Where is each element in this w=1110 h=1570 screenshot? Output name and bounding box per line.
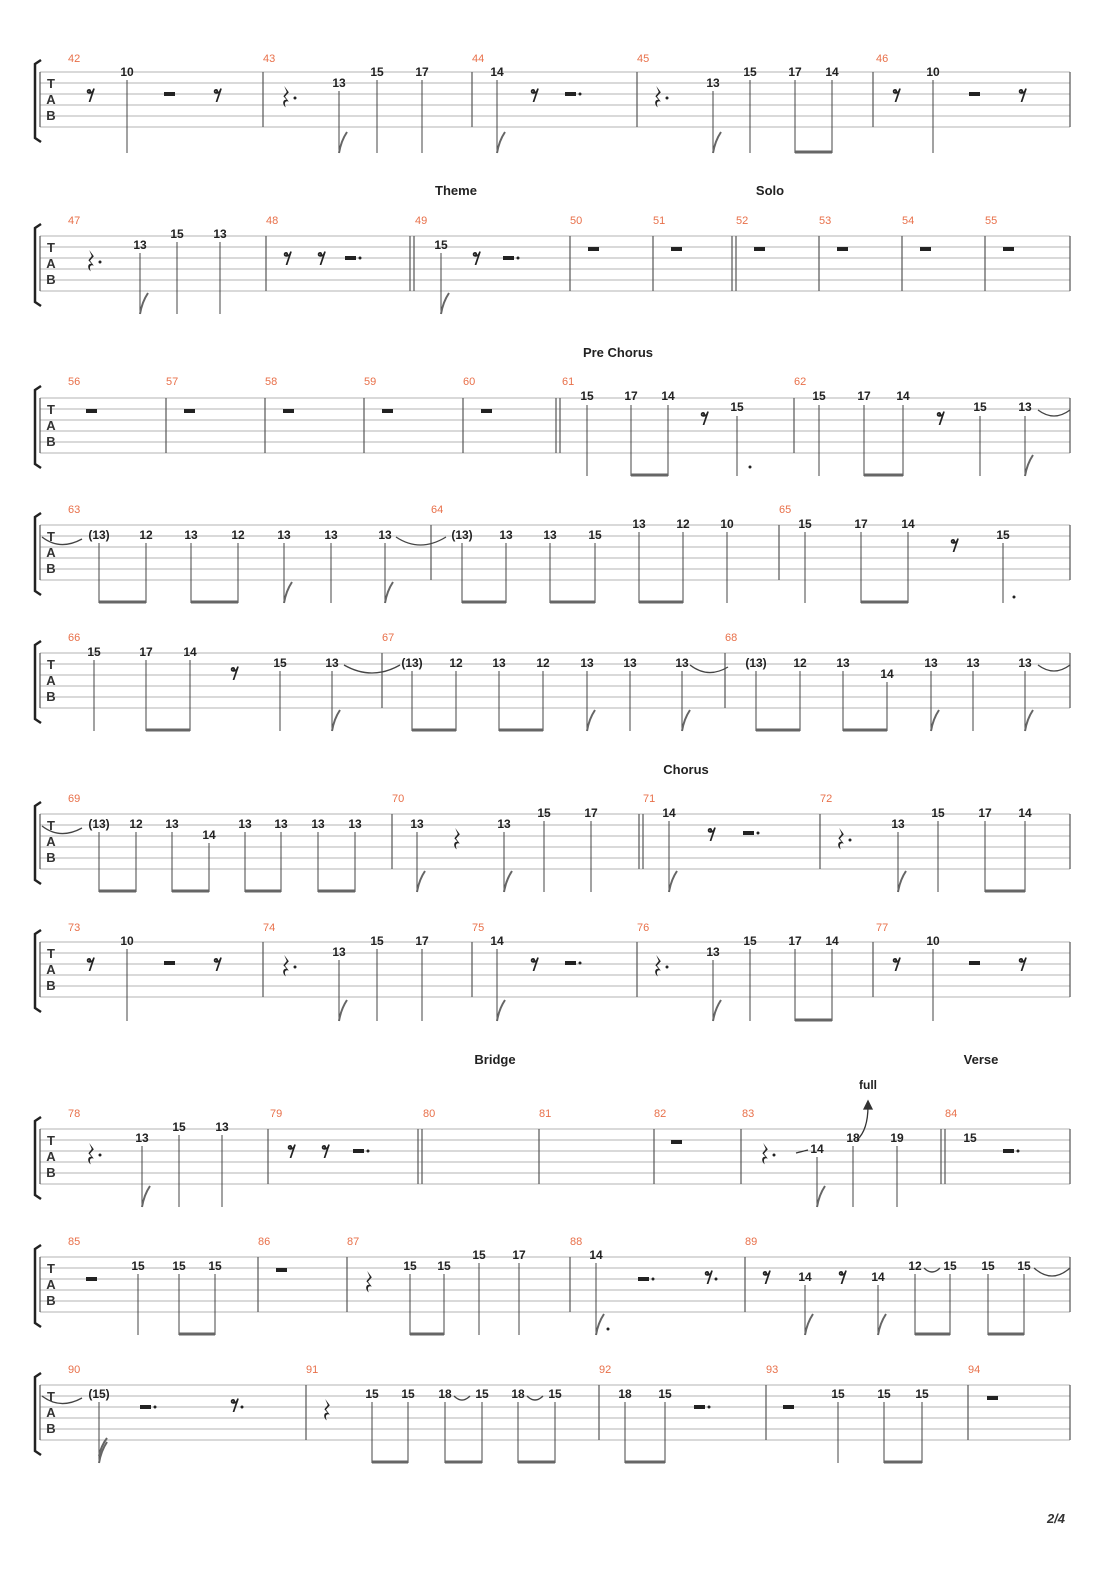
fret-number: 17 (854, 517, 868, 531)
measure-number: 79 (270, 1108, 283, 1120)
fret-number: 13 (580, 656, 594, 670)
stems (99, 821, 1025, 892)
svg-text:T: T (47, 240, 55, 255)
measure-number: 58 (265, 376, 278, 388)
svg-text:B: B (46, 434, 56, 449)
fret-number: (13) (88, 817, 110, 831)
fret-number: 14 (901, 517, 915, 531)
fret-number: 14 (661, 389, 675, 403)
measure-number: 45 (637, 53, 650, 65)
fret-number: 14 (825, 934, 839, 948)
barlines (40, 653, 1070, 708)
fret-number: 15 (273, 656, 287, 670)
system-6 (35, 762, 1070, 892)
stems (99, 1402, 922, 1463)
beams-flags (99, 1438, 922, 1463)
measure-number: 83 (742, 1108, 755, 1120)
fret-number: 13 (277, 528, 291, 542)
fret-number: 13 (497, 817, 511, 831)
fret-number: 18 (618, 1387, 632, 1401)
svg-text:A: A (46, 418, 56, 433)
fret-number: (15) (88, 1387, 110, 1401)
fret-number: 17 (788, 934, 802, 948)
staff-lines (40, 1129, 1070, 1184)
measure-numbers (68, 504, 791, 516)
rests (232, 667, 238, 679)
fret-number: 17 (788, 65, 802, 79)
fret-number: 13 (184, 528, 198, 542)
fret-number: 13 (135, 1131, 149, 1145)
rests (86, 409, 944, 469)
measure-number: 49 (415, 215, 428, 227)
fret-number: 13 (133, 238, 147, 252)
fret-number: 14 (825, 65, 839, 79)
staff-lines (40, 72, 1070, 127)
fret-number: 12 (231, 528, 245, 542)
fret-number: 15 (472, 1248, 486, 1262)
fret-number: 13 (492, 656, 506, 670)
measure-number: 90 (68, 1364, 81, 1376)
fret-number: 13 (966, 656, 980, 670)
system-7 (35, 922, 1070, 1021)
measure-number: 81 (539, 1108, 552, 1120)
fret-number: 13 (238, 817, 252, 831)
stems (142, 1135, 897, 1207)
svg-text:A: A (46, 1149, 56, 1164)
tab-clef (46, 1261, 56, 1308)
measure-number: 70 (392, 793, 405, 805)
measure-number: 53 (819, 215, 832, 227)
svg-text:A: A (46, 834, 56, 849)
svg-text:B: B (46, 1293, 56, 1308)
measure-number: 73 (68, 922, 81, 934)
fret-number: 15 (172, 1259, 186, 1273)
fret-number: 15 (915, 1387, 929, 1401)
measure-number: 63 (68, 504, 81, 516)
system-8 (35, 1052, 1070, 1207)
fret-number: 14 (589, 1248, 603, 1262)
rests (88, 247, 1014, 271)
fret-number: 10 (120, 65, 134, 79)
fret-number: 15 (87, 645, 101, 659)
fret-number: (13) (401, 656, 423, 670)
tab-clef (46, 402, 56, 449)
fret-numbers (580, 389, 1032, 414)
svg-text:B: B (46, 1421, 56, 1436)
system-5 (35, 632, 1070, 731)
measure-numbers (68, 1236, 757, 1248)
fret-number: 15 (401, 1387, 415, 1401)
fret-number: 17 (139, 645, 153, 659)
measure-number: 57 (166, 376, 179, 388)
beams-flags (99, 871, 1025, 892)
fret-number: 15 (943, 1259, 957, 1273)
fret-number: 13 (332, 945, 346, 959)
system-2 (35, 183, 1070, 314)
fret-number: 15 (730, 400, 744, 414)
fret-number: 13 (1018, 400, 1032, 414)
svg-text:T: T (47, 657, 55, 672)
measure-number: 42 (68, 53, 81, 65)
svg-text:B: B (46, 978, 56, 993)
tab-clef (46, 946, 56, 993)
fret-number: 14 (798, 1270, 812, 1284)
beams-flags (142, 1186, 825, 1207)
fret-number: 17 (415, 934, 429, 948)
rests (88, 1140, 1019, 1164)
barlines (40, 1129, 1070, 1184)
stems (127, 949, 933, 1021)
ties (42, 1396, 543, 1404)
measure-number: 62 (794, 376, 807, 388)
measure-number: 75 (472, 922, 485, 934)
beams-flags (179, 1314, 1024, 1335)
tab-clef (46, 1389, 56, 1436)
fret-number: 15 (403, 1259, 417, 1273)
fret-number: 14 (880, 667, 894, 681)
measure-number: 55 (985, 215, 998, 227)
fret-number: 13 (499, 528, 513, 542)
measure-number: 56 (68, 376, 81, 388)
fret-number: 12 (129, 817, 143, 831)
beams-flags (140, 293, 449, 314)
fret-number: 15 (973, 400, 987, 414)
fret-number: 10 (926, 934, 940, 948)
tab-clef (46, 818, 56, 865)
fret-number: 19 (890, 1131, 904, 1145)
fret-number: 15 (548, 1387, 562, 1401)
fret-number: 15 (963, 1131, 977, 1145)
svg-text:B: B (46, 108, 56, 123)
svg-text:T: T (47, 529, 55, 544)
svg-text:T: T (47, 1133, 55, 1148)
rests (454, 828, 851, 849)
fret-number: 13 (543, 528, 557, 542)
fret-numbers (88, 806, 1032, 842)
system-1 (35, 53, 1070, 153)
beams-flags (631, 455, 1033, 476)
fret-number: 15 (1017, 1259, 1031, 1273)
svg-text:B: B (46, 689, 56, 704)
svg-text:B: B (46, 850, 56, 865)
section-label-chorus: Chorus (663, 762, 709, 777)
fret-number: 15 (170, 227, 184, 241)
measure-number: 60 (463, 376, 476, 388)
barlines (40, 398, 1070, 453)
measure-number: 47 (68, 215, 81, 227)
fret-numbers (133, 227, 448, 252)
measure-number: 77 (876, 922, 889, 934)
fret-number: 17 (857, 389, 871, 403)
ties (1038, 410, 1070, 416)
measure-number: 74 (263, 922, 276, 934)
fret-number: 13 (632, 517, 646, 531)
measure-number: 88 (570, 1236, 583, 1248)
fret-number: 14 (202, 828, 216, 842)
fret-number: 12 (536, 656, 550, 670)
fret-number: 13 (348, 817, 362, 831)
page-number: 2/4 (1046, 1511, 1066, 1526)
fret-number: 14 (662, 806, 676, 820)
fret-number: 13 (706, 76, 720, 90)
fret-number: (13) (451, 528, 473, 542)
tab-clef (46, 529, 56, 576)
fret-number: 14 (896, 389, 910, 403)
svg-text:A: A (46, 1405, 56, 1420)
fret-number: 15 (798, 517, 812, 531)
tab-clef (46, 240, 56, 287)
measure-number: 50 (570, 215, 583, 227)
fret-number: 17 (624, 389, 638, 403)
measure-number: 43 (263, 53, 276, 65)
measure-number: 48 (266, 215, 279, 227)
fret-number: 17 (415, 65, 429, 79)
fret-number: 15 (658, 1387, 672, 1401)
system-10 (35, 1364, 1070, 1463)
fret-number: 13 (165, 817, 179, 831)
fret-number: 17 (512, 1248, 526, 1262)
system-4 (35, 504, 1070, 603)
fret-number: 13 (378, 528, 392, 542)
measure-number: 94 (968, 1364, 981, 1376)
fret-number: 15 (580, 389, 594, 403)
fret-number: (13) (88, 528, 110, 542)
measure-number: 54 (902, 215, 915, 227)
svg-text:T: T (47, 1261, 55, 1276)
bend-label: full (859, 1078, 877, 1092)
measure-number: 64 (431, 504, 444, 516)
fret-number: 13 (311, 817, 325, 831)
fret-number: 18 (511, 1387, 525, 1401)
staff-lines (40, 814, 1070, 869)
measure-numbers (68, 1108, 957, 1120)
fret-number: (13) (745, 656, 767, 670)
fret-number: 18 (438, 1387, 452, 1401)
svg-text:A: A (46, 92, 56, 107)
fret-number: 13 (706, 945, 720, 959)
rests (88, 955, 1026, 976)
svg-text:A: A (46, 962, 56, 977)
fret-number: 13 (332, 76, 346, 90)
fret-number: 15 (831, 1387, 845, 1401)
fret-number: 13 (274, 817, 288, 831)
svg-text:B: B (46, 272, 56, 287)
system-3 (35, 345, 1070, 476)
beams-flags (339, 132, 832, 153)
fret-number: 10 (926, 65, 940, 79)
measure-number: 93 (766, 1364, 779, 1376)
fret-numbers (120, 934, 940, 959)
measure-number: 66 (68, 632, 81, 644)
fret-number: 10 (120, 934, 134, 948)
fret-number: 13 (325, 656, 339, 670)
fret-number: 12 (793, 656, 807, 670)
measure-number: 69 (68, 793, 81, 805)
measure-number: 71 (643, 793, 656, 805)
fret-number: 10 (720, 517, 734, 531)
fret-number: 13 (410, 817, 424, 831)
fret-number: 18 (846, 1131, 860, 1145)
fret-number: 12 (449, 656, 463, 670)
barlines (40, 814, 1070, 869)
svg-text:T: T (47, 402, 55, 417)
fret-number: 15 (131, 1259, 145, 1273)
measure-numbers (68, 53, 888, 65)
staff-lines (40, 236, 1070, 291)
measure-number: 86 (258, 1236, 271, 1248)
measure-numbers (68, 922, 888, 934)
staff-lines (40, 398, 1070, 453)
fret-number: 13 (891, 817, 905, 831)
measure-numbers (68, 1364, 980, 1376)
fret-number: 17 (584, 806, 598, 820)
fret-number: 13 (623, 656, 637, 670)
tab-clef (46, 657, 56, 704)
fret-numbers (120, 65, 940, 90)
measure-number: 89 (745, 1236, 758, 1248)
fret-number: 15 (365, 1387, 379, 1401)
fret-number: 13 (924, 656, 938, 670)
rests (140, 1396, 998, 1420)
svg-text:T: T (47, 1389, 55, 1404)
measure-number: 59 (364, 376, 377, 388)
measure-number: 67 (382, 632, 395, 644)
tab-clef (46, 1133, 56, 1180)
svg-text:A: A (46, 673, 56, 688)
measure-number: 72 (820, 793, 833, 805)
section-label-theme: Theme (435, 183, 477, 198)
fret-number: 13 (215, 1120, 229, 1134)
stems (99, 532, 1003, 603)
fret-number: 15 (434, 238, 448, 252)
fret-number: 12 (139, 528, 153, 542)
measure-numbers (68, 793, 832, 805)
fret-number: 12 (676, 517, 690, 531)
fret-number: 13 (675, 656, 689, 670)
rests (86, 1268, 846, 1331)
measure-numbers (68, 632, 737, 644)
staff-lines (40, 653, 1070, 708)
system-9 (35, 1236, 1070, 1335)
fret-number: 13 (836, 656, 850, 670)
fret-number: 15 (537, 806, 551, 820)
fret-number: 15 (743, 65, 757, 79)
measure-number: 52 (736, 215, 749, 227)
measure-number: 91 (306, 1364, 319, 1376)
fret-numbers (87, 645, 1032, 681)
svg-text:B: B (46, 1165, 56, 1180)
measure-numbers (68, 376, 806, 388)
measure-number: 84 (945, 1108, 958, 1120)
fret-number: 13 (324, 528, 338, 542)
bend-arrow (796, 1101, 872, 1153)
measure-number: 85 (68, 1236, 81, 1248)
measure-number: 82 (654, 1108, 667, 1120)
fret-numbers (88, 517, 1010, 542)
fret-number: 15 (743, 934, 757, 948)
barlines (40, 72, 1070, 127)
fret-number: 14 (183, 645, 197, 659)
fret-number: 14 (810, 1142, 824, 1156)
section-label-bridge: Bridge (474, 1052, 516, 1067)
fret-number: 14 (490, 65, 504, 79)
fret-number: 15 (475, 1387, 489, 1401)
measure-number: 87 (347, 1236, 360, 1248)
beams-flags (146, 710, 1033, 731)
fret-number: 15 (172, 1120, 186, 1134)
stems (587, 405, 1025, 476)
svg-text:T: T (47, 76, 55, 91)
staff-lines (40, 942, 1070, 997)
measure-number: 61 (562, 376, 575, 388)
measure-number: 68 (725, 632, 738, 644)
fret-number: 13 (213, 227, 227, 241)
fret-number: 15 (588, 528, 602, 542)
fret-number: 14 (490, 934, 504, 948)
fret-number: 15 (996, 528, 1010, 542)
measure-number: 80 (423, 1108, 436, 1120)
svg-text:A: A (46, 256, 56, 271)
section-label-verse: Verse (963, 1052, 999, 1067)
measure-number: 76 (637, 922, 650, 934)
fret-number: 14 (871, 1270, 885, 1284)
fret-number: 15 (208, 1259, 222, 1273)
measure-number: 46 (876, 53, 889, 65)
fret-number: 15 (437, 1259, 451, 1273)
svg-text:B: B (46, 561, 56, 576)
measure-number: 44 (472, 53, 485, 65)
measure-numbers (68, 215, 997, 227)
fret-number: 12 (908, 1259, 922, 1273)
beams-flags (99, 582, 908, 603)
section-label-pre-chorus: Pre Chorus (582, 345, 654, 360)
barlines (40, 942, 1070, 997)
measure-number: 78 (68, 1108, 81, 1120)
section-label-solo: Solo (755, 183, 785, 198)
measure-number: 92 (599, 1364, 612, 1376)
fret-number: 13 (1018, 656, 1032, 670)
fret-number: 14 (1018, 806, 1032, 820)
barlines (40, 236, 1070, 291)
fret-number: 15 (370, 65, 384, 79)
svg-text:T: T (47, 818, 55, 833)
svg-text:A: A (46, 1277, 56, 1292)
rests (88, 86, 1026, 107)
fret-number: 15 (877, 1387, 891, 1401)
beams-flags (339, 1000, 832, 1021)
measure-number: 51 (653, 215, 666, 227)
fret-number: 15 (931, 806, 945, 820)
fret-numbers (88, 1387, 929, 1401)
fret-number: 15 (370, 934, 384, 948)
svg-text:T: T (47, 946, 55, 961)
fret-number: 15 (812, 389, 826, 403)
stems (138, 1263, 1024, 1335)
fret-number: 17 (978, 806, 992, 820)
fret-number: 15 (981, 1259, 995, 1273)
tab-clef (46, 76, 56, 123)
measure-number: 65 (779, 504, 792, 516)
svg-text:A: A (46, 545, 56, 560)
